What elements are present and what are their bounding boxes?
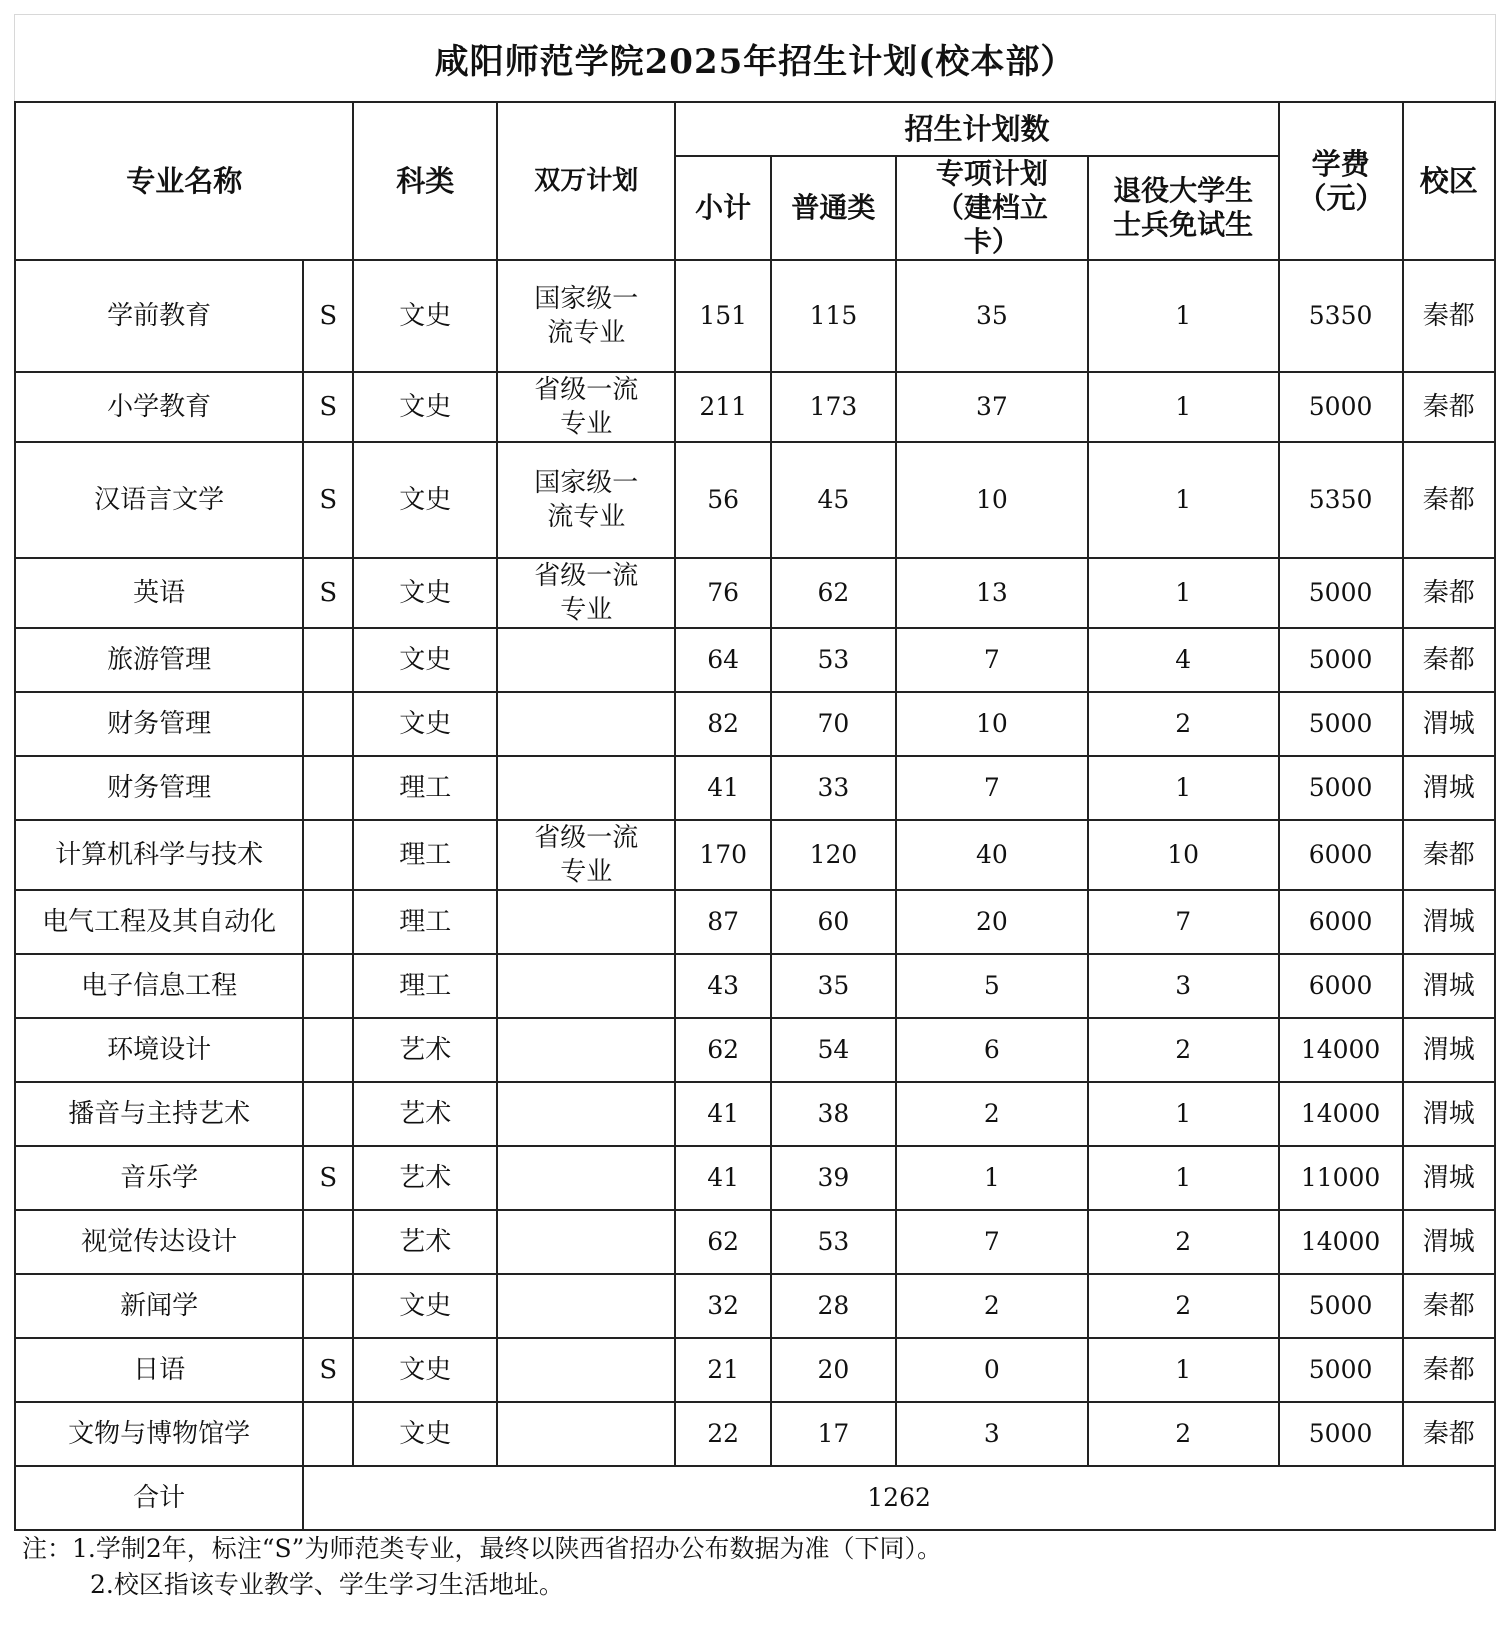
cell-veteran: 4 [1088,628,1279,692]
cell-category: 文史 [353,1274,497,1338]
cell-subtotal: 87 [675,890,770,954]
enrollment-table [14,101,1496,1531]
cell-fee: 6000 [1279,890,1403,954]
cell-special: 0 [896,1338,1088,1402]
cell-normal-flag: S [303,1146,353,1210]
cell-campus: 渭城 [1403,1018,1495,1082]
cell-shuangwan [497,1274,675,1338]
cell-fee: 5000 [1279,628,1403,692]
header-campus: 校区 [1403,102,1495,260]
cell-major: 视觉传达设计 [15,1210,303,1274]
cell-normal-flag: S [303,558,353,628]
cell-shuangwan [497,692,675,756]
cell-subtotal: 82 [675,692,770,756]
cell-subtotal: 211 [675,372,770,442]
header-fee: 学费（元） [1279,102,1403,260]
cell-shuangwan [497,1146,675,1210]
cell-category: 文史 [353,628,497,692]
cell-fee: 5000 [1279,372,1403,442]
cell-normal-flag [303,1082,353,1146]
cell-shuangwan [497,1338,675,1402]
cell-subtotal: 21 [675,1338,770,1402]
cell-category: 文史 [353,260,497,372]
cell-category: 文史 [353,692,497,756]
header-shuangwan: 双万计划 [497,102,675,260]
cell-regular: 60 [771,890,896,954]
cell-special: 20 [896,890,1088,954]
note-1: 注：1.学制2年，标注“S”为师范类专业，最终以陕西省招办公布数据为准（下同）。 [22,1534,942,1563]
cell-fee: 5350 [1279,260,1403,372]
cell-campus: 秦都 [1403,1338,1495,1402]
cell-shuangwan [497,628,675,692]
cell-normal-flag [303,820,353,890]
cell-veteran: 1 [1088,372,1279,442]
cell-campus: 秦都 [1403,558,1495,628]
cell-shuangwan: 省级一流专业 [497,372,675,442]
header-veteran: 退役大学生士兵免试生 [1088,156,1279,260]
cell-shuangwan [497,1402,675,1466]
cell-fee: 11000 [1279,1146,1403,1210]
cell-shuangwan [497,1018,675,1082]
table-row [15,756,1495,820]
cell-campus: 渭城 [1403,1146,1495,1210]
cell-major: 电子信息工程 [15,954,303,1018]
cell-normal-flag [303,1274,353,1338]
cell-campus: 渭城 [1403,1210,1495,1274]
table-row [15,1274,1495,1338]
cell-shuangwan [497,756,675,820]
cell-special: 6 [896,1018,1088,1082]
cell-category: 艺术 [353,1210,497,1274]
cell-category: 艺术 [353,1146,497,1210]
table-row [15,1210,1495,1274]
cell-major: 电气工程及其自动化 [15,890,303,954]
cell-major: 新闻学 [15,1274,303,1338]
cell-major: 小学教育 [15,372,303,442]
cell-normal-flag [303,756,353,820]
cell-regular: 115 [771,260,896,372]
cell-regular: 20 [771,1338,896,1402]
cell-category: 文史 [353,1338,497,1402]
cell-regular: 28 [771,1274,896,1338]
cell-normal-flag [303,628,353,692]
cell-category: 文史 [353,1402,497,1466]
table-row [15,1018,1495,1082]
table-row [15,1338,1495,1402]
cell-special: 3 [896,1402,1088,1466]
cell-regular: 53 [771,1210,896,1274]
cell-major: 文物与博物馆学 [15,1402,303,1466]
cell-major: 音乐学 [15,1146,303,1210]
cell-category: 理工 [353,954,497,1018]
cell-regular: 45 [771,442,896,558]
cell-special: 1 [896,1146,1088,1210]
table-row [15,954,1495,1018]
cell-veteran: 2 [1088,692,1279,756]
header-regular: 普通类 [771,156,896,260]
cell-special: 13 [896,558,1088,628]
cell-major: 环境设计 [15,1018,303,1082]
total-label: 合计 [15,1466,303,1530]
enrollment-sheet [14,14,1496,1603]
cell-fee: 6000 [1279,820,1403,890]
table-body [15,260,1495,1466]
cell-major: 播音与主持艺术 [15,1082,303,1146]
note-2: 2.校区指该专业教学、学生学习生活地址。 [90,1570,564,1599]
table-row [15,890,1495,954]
cell-major: 英语 [15,558,303,628]
cell-campus: 秦都 [1403,442,1495,558]
cell-normal-flag [303,954,353,1018]
cell-subtotal: 170 [675,820,770,890]
cell-category: 文史 [353,442,497,558]
cell-fee: 5000 [1279,756,1403,820]
cell-regular: 62 [771,558,896,628]
cell-regular: 53 [771,628,896,692]
cell-veteran: 2 [1088,1402,1279,1466]
cell-regular: 38 [771,1082,896,1146]
cell-campus: 渭城 [1403,756,1495,820]
cell-veteran: 1 [1088,756,1279,820]
cell-veteran: 1 [1088,260,1279,372]
cell-special: 7 [896,628,1088,692]
cell-normal-flag [303,1402,353,1466]
cell-regular: 33 [771,756,896,820]
cell-campus: 秦都 [1403,1274,1495,1338]
cell-special: 10 [896,692,1088,756]
header-category: 科类 [353,102,497,260]
cell-subtotal: 41 [675,1082,770,1146]
notes [14,1531,1496,1603]
total-row [15,1466,1495,1530]
table-row [15,558,1495,628]
cell-veteran: 1 [1088,1146,1279,1210]
cell-special: 2 [896,1274,1088,1338]
cell-shuangwan [497,1082,675,1146]
cell-category: 文史 [353,372,497,442]
cell-subtotal: 64 [675,628,770,692]
table-row [15,1402,1495,1466]
cell-fee: 5000 [1279,1274,1403,1338]
cell-major: 汉语言文学 [15,442,303,558]
cell-veteran: 3 [1088,954,1279,1018]
cell-campus: 秦都 [1403,628,1495,692]
cell-subtotal: 22 [675,1402,770,1466]
cell-normal-flag: S [303,442,353,558]
cell-major: 学前教育 [15,260,303,372]
cell-normal-flag [303,1018,353,1082]
total-value: 1262 [303,1466,1495,1530]
cell-campus: 秦都 [1403,372,1495,442]
cell-fee: 14000 [1279,1018,1403,1082]
cell-fee: 5350 [1279,442,1403,558]
table-row [15,692,1495,756]
cell-fee: 5000 [1279,558,1403,628]
cell-campus: 渭城 [1403,890,1495,954]
cell-veteran: 7 [1088,890,1279,954]
header-special: 专项计划（建档立卡） [896,156,1088,260]
cell-major: 旅游管理 [15,628,303,692]
cell-category: 艺术 [353,1018,497,1082]
cell-campus: 秦都 [1403,260,1495,372]
cell-regular: 120 [771,820,896,890]
cell-normal-flag: S [303,260,353,372]
cell-subtotal: 56 [675,442,770,558]
cell-veteran: 10 [1088,820,1279,890]
sheet-title: 咸阳师范学院2025年招生计划(校本部） [14,14,1496,101]
cell-shuangwan: 省级一流专业 [497,558,675,628]
cell-major: 日语 [15,1338,303,1402]
cell-shuangwan [497,954,675,1018]
cell-regular: 54 [771,1018,896,1082]
cell-shuangwan: 国家级一流专业 [497,260,675,372]
cell-shuangwan [497,1210,675,1274]
cell-fee: 14000 [1279,1082,1403,1146]
cell-major: 计算机科学与技术 [15,820,303,890]
cell-category: 理工 [353,890,497,954]
cell-fee: 5000 [1279,1338,1403,1402]
cell-veteran: 1 [1088,442,1279,558]
table-row [15,260,1495,372]
cell-fee: 6000 [1279,954,1403,1018]
table-row [15,372,1495,442]
table-row [15,1082,1495,1146]
cell-veteran: 2 [1088,1274,1279,1338]
cell-regular: 39 [771,1146,896,1210]
table-row [15,628,1495,692]
cell-fee: 5000 [1279,692,1403,756]
cell-subtotal: 62 [675,1018,770,1082]
header-subtotal: 小计 [675,156,770,260]
cell-shuangwan: 国家级一流专业 [497,442,675,558]
cell-special: 7 [896,756,1088,820]
header-row-top [15,102,1495,156]
table-row [15,442,1495,558]
cell-subtotal: 43 [675,954,770,1018]
cell-special: 40 [896,820,1088,890]
cell-subtotal: 76 [675,558,770,628]
cell-category: 理工 [353,820,497,890]
cell-special: 7 [896,1210,1088,1274]
cell-normal-flag: S [303,1338,353,1402]
cell-campus: 渭城 [1403,954,1495,1018]
cell-campus: 渭城 [1403,1082,1495,1146]
cell-regular: 35 [771,954,896,1018]
cell-fee: 14000 [1279,1210,1403,1274]
cell-veteran: 2 [1088,1210,1279,1274]
cell-veteran: 1 [1088,558,1279,628]
cell-category: 艺术 [353,1082,497,1146]
cell-special: 2 [896,1082,1088,1146]
cell-veteran: 1 [1088,1338,1279,1402]
cell-subtotal: 41 [675,756,770,820]
cell-shuangwan [497,890,675,954]
cell-veteran: 2 [1088,1018,1279,1082]
cell-campus: 秦都 [1403,1402,1495,1466]
cell-special: 10 [896,442,1088,558]
cell-campus: 秦都 [1403,820,1495,890]
header-major: 专业名称 [15,102,353,260]
cell-major: 财务管理 [15,692,303,756]
cell-normal-flag: S [303,372,353,442]
cell-subtotal: 41 [675,1146,770,1210]
cell-fee: 5000 [1279,1402,1403,1466]
table-row [15,820,1495,890]
cell-normal-flag [303,692,353,756]
cell-subtotal: 151 [675,260,770,372]
cell-normal-flag [303,890,353,954]
cell-campus: 渭城 [1403,692,1495,756]
cell-subtotal: 62 [675,1210,770,1274]
cell-category: 理工 [353,756,497,820]
cell-subtotal: 32 [675,1274,770,1338]
cell-special: 35 [896,260,1088,372]
cell-normal-flag [303,1210,353,1274]
cell-category: 文史 [353,558,497,628]
cell-regular: 70 [771,692,896,756]
cell-shuangwan: 省级一流专业 [497,820,675,890]
cell-veteran: 1 [1088,1082,1279,1146]
table-row [15,1146,1495,1210]
cell-special: 5 [896,954,1088,1018]
cell-major: 财务管理 [15,756,303,820]
cell-special: 37 [896,372,1088,442]
cell-regular: 173 [771,372,896,442]
header-plan-group: 招生计划数 [675,102,1278,156]
cell-regular: 17 [771,1402,896,1466]
